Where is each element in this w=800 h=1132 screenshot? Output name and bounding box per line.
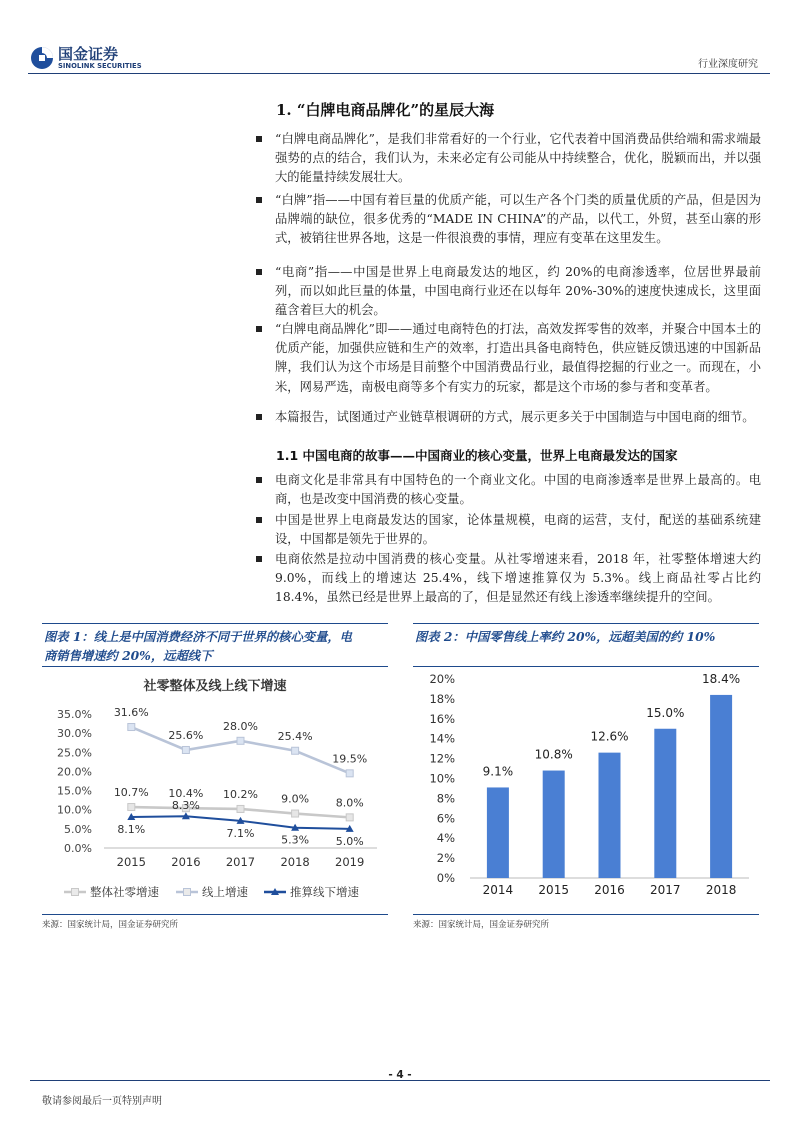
figure1-caption-line: 图表 1：线上是中国消费经济不同于世界的核心变量，电 bbox=[44, 629, 352, 644]
bullet-square-icon bbox=[256, 326, 262, 332]
figure1-source: 来源：国家统计局，国金证券研究所 bbox=[42, 920, 179, 930]
y-tick-label: 4% bbox=[436, 831, 455, 846]
bullet-item bbox=[275, 471, 761, 509]
y-tick-label: 2% bbox=[436, 851, 455, 866]
data-point bbox=[237, 805, 244, 812]
data-point bbox=[237, 737, 244, 744]
y-tick-label: 5.0% bbox=[64, 822, 92, 836]
y-tick-label: 20% bbox=[429, 672, 455, 686]
bullet-item bbox=[275, 550, 761, 608]
bar bbox=[599, 753, 621, 878]
x-tick-label: 2019 bbox=[335, 855, 365, 869]
legend-marker bbox=[72, 889, 79, 896]
x-tick-label: 2018 bbox=[705, 883, 737, 897]
series-line bbox=[131, 727, 349, 773]
bullet-text: 电商依然是拉动中国消费的核心变量。从社零增速来看，2018 年，社零整体增速大约 9.0%，而线上的增速达 25.4%，线下增速推算仅为 5.3%。线上商品社零占比约 18.4%，虽然已经是世界上最高的了，但是显然还有线上渗透率继续提升的空间。 bbox=[275, 552, 761, 605]
bullet-square-icon bbox=[256, 136, 262, 142]
data-label: 8.0% bbox=[335, 796, 364, 810]
y-tick-label: 12% bbox=[429, 751, 455, 766]
data-label: 10.4% bbox=[168, 787, 204, 801]
data-label: 5.3% bbox=[281, 833, 310, 847]
data-label: 10.8% bbox=[534, 747, 573, 762]
bar bbox=[487, 787, 509, 878]
figure2-caption-rule bbox=[413, 666, 759, 667]
y-tick-label: 16% bbox=[429, 711, 455, 726]
data-label: 25.4% bbox=[277, 729, 313, 743]
y-tick-label: 14% bbox=[429, 731, 455, 746]
bullet-item bbox=[275, 320, 761, 397]
data-point bbox=[292, 810, 299, 817]
bar bbox=[710, 695, 732, 878]
legend-marker bbox=[184, 889, 191, 896]
bullet-item bbox=[275, 408, 761, 427]
legend-label: 推算线下增速 bbox=[290, 885, 359, 899]
y-tick-label: 20.0% bbox=[57, 765, 92, 779]
data-point bbox=[346, 770, 353, 777]
data-label: 28.0% bbox=[223, 719, 258, 733]
bullet-text: “白牌电商品牌化”即——通过电商特色的打法，高效发挥零售的效率，并聚合中国本土的优质产能，加强供应链和生产的效率，打造出具备电商特色，供应链反馈迅速的中国新品牌，我们认为这个市场是目前整个中国消费品行业，最值得挖掘的行业之一。而现在，小米，网易严选，南极电商等多个有实力的玩家，都是这个市场的参与者和变革者。 bbox=[275, 322, 761, 394]
data-label: 7.1% bbox=[226, 826, 255, 840]
bullet-text: 电商文化是非常具有中国特色的一个商业文化。中国的电商渗透率是世界上最高的。电商，也是改变中国消费的核心变量。 bbox=[275, 473, 761, 507]
x-tick-label: 2017 bbox=[650, 883, 681, 897]
figure1-caption bbox=[44, 627, 390, 665]
line-chart bbox=[42, 668, 388, 912]
x-tick-label: 2015 bbox=[538, 883, 569, 897]
header-divider bbox=[28, 73, 770, 74]
bullet-square-icon bbox=[256, 197, 262, 203]
figure1-caption-rule bbox=[42, 666, 388, 667]
bullet-text: “白牌”指——中国有着巨量的优质产能，可以生产各个门类的质量优质的产品，但是因为品牌端的缺位，很多优秀的“MADE IN CHINA”的产品，以代工，外贸，甚至山寨的形式，被销往世界各地，这是一件很浪费的事情，理应有变革在这里发生。 bbox=[275, 193, 761, 246]
y-tick-label: 0.0% bbox=[64, 842, 92, 855]
bar bbox=[654, 729, 676, 878]
company-logo bbox=[30, 42, 150, 76]
logo-text-en: SINOLINK SECURITIES bbox=[58, 62, 142, 70]
section-title: 1. “白牌电商品牌化”的星辰大海 bbox=[276, 101, 495, 119]
footer-divider bbox=[30, 1080, 770, 1081]
bullet-text: 中国是世界上电商最发达的国家，论体量规模，电商的运营，支付，配送的基础系统建设，中国都是领先于世界的。 bbox=[275, 513, 761, 547]
y-tick-label: 6% bbox=[436, 811, 455, 826]
y-tick-label: 8% bbox=[436, 791, 455, 806]
bullet-text: “白牌电商品牌化”，是我们非常看好的一个行业，它代表着中国消费品供给端和需求端最强势的点的结合，我们认为，未来必定有公司能从中持续整合，优化，脱颖而出，并以强大的能量持续发展壮大。 bbox=[275, 132, 761, 185]
bullet-square-icon bbox=[256, 556, 262, 562]
x-tick-label: 2016 bbox=[171, 855, 201, 869]
data-label: 19.5% bbox=[332, 752, 368, 766]
data-point bbox=[128, 804, 135, 811]
bullet-square-icon bbox=[256, 414, 262, 420]
x-tick-label: 2016 bbox=[594, 883, 625, 897]
data-label: 10.2% bbox=[223, 787, 258, 801]
bar bbox=[543, 771, 565, 878]
logo-text-cn: 国金证券 bbox=[58, 45, 119, 63]
data-label: 5.0% bbox=[335, 834, 364, 848]
figure2-bottom-rule bbox=[413, 914, 759, 915]
page-number: - 4 - bbox=[388, 1069, 412, 1081]
data-label: 9.1% bbox=[482, 764, 514, 779]
figure1-bottom-rule bbox=[42, 914, 388, 915]
disclaimer-note: 敬请参阅最后一页特别声明 bbox=[42, 1096, 162, 1107]
data-label: 31.6% bbox=[113, 706, 149, 720]
y-tick-label: 25.0% bbox=[57, 746, 92, 760]
bullet-square-icon bbox=[256, 517, 262, 523]
data-label: 8.1% bbox=[117, 822, 146, 836]
legend-label: 线上增速 bbox=[202, 885, 248, 899]
data-label: 15.0% bbox=[646, 705, 685, 720]
figure1-top-rule bbox=[42, 623, 388, 624]
bullet-text: 本篇报告，试图通过产业链草根调研的方式，展示更多关于中国制造与中国电商的细节。 bbox=[275, 410, 755, 424]
x-tick-label: 2017 bbox=[225, 855, 256, 869]
data-label: 25.6% bbox=[168, 728, 204, 742]
data-point bbox=[128, 724, 135, 731]
subsection-title: 1.1 中国电商的故事——中国商业的核心变量，世界上电商最发达的国家 bbox=[276, 448, 678, 463]
figure2-caption: 图表 2：中国零售线上率约 20%，远超美国的约 10% bbox=[415, 629, 716, 644]
y-tick-label: 0% bbox=[436, 871, 455, 885]
bullet-item bbox=[275, 263, 761, 321]
bullet-text: “电商”指——中国是世界上电商最发达的地区，约 20%的电商渗透率，位居世界最前列，而以如此巨量的体量，中国电商行业还在以每年 20%-30%的速度快速成长，这里面蕴含着巨大的机会。 bbox=[275, 265, 761, 318]
bullet-item bbox=[275, 130, 761, 188]
bullet-item bbox=[275, 511, 761, 549]
figure1-caption-line: 商销售增速约 20%，远超线下 bbox=[44, 648, 213, 663]
y-tick-label: 30.0% bbox=[57, 727, 92, 741]
data-point bbox=[182, 746, 189, 753]
bullet-square-icon bbox=[256, 477, 262, 483]
chart1-title: 社零整体及线上线下增速 bbox=[143, 679, 287, 694]
bullet-item bbox=[275, 191, 761, 249]
data-label: 18.4% bbox=[702, 671, 741, 686]
data-point bbox=[346, 814, 353, 821]
x-tick-label: 2018 bbox=[280, 855, 310, 869]
y-tick-label: 15.0% bbox=[57, 784, 92, 798]
bullet-square-icon bbox=[256, 269, 262, 275]
y-tick-label: 10% bbox=[429, 771, 455, 786]
figure2-source: 来源：国家统计局，国金证券研究所 bbox=[413, 920, 550, 930]
y-tick-label: 18% bbox=[429, 691, 455, 706]
legend-label: 整体社零增速 bbox=[90, 885, 159, 899]
bar-chart bbox=[413, 668, 759, 912]
y-tick-label: 10.0% bbox=[57, 803, 92, 817]
data-label: 10.7% bbox=[113, 786, 149, 800]
data-label: 9.0% bbox=[281, 792, 310, 806]
y-tick-label: 35.0% bbox=[57, 708, 92, 721]
data-label: 8.3% bbox=[171, 799, 200, 813]
x-tick-label: 2014 bbox=[482, 883, 514, 897]
data-point bbox=[292, 747, 299, 754]
report-type: 行业深度研究 bbox=[698, 59, 758, 70]
data-label: 12.6% bbox=[590, 729, 629, 744]
figure2-top-rule bbox=[413, 623, 759, 624]
x-tick-label: 2015 bbox=[116, 855, 146, 869]
